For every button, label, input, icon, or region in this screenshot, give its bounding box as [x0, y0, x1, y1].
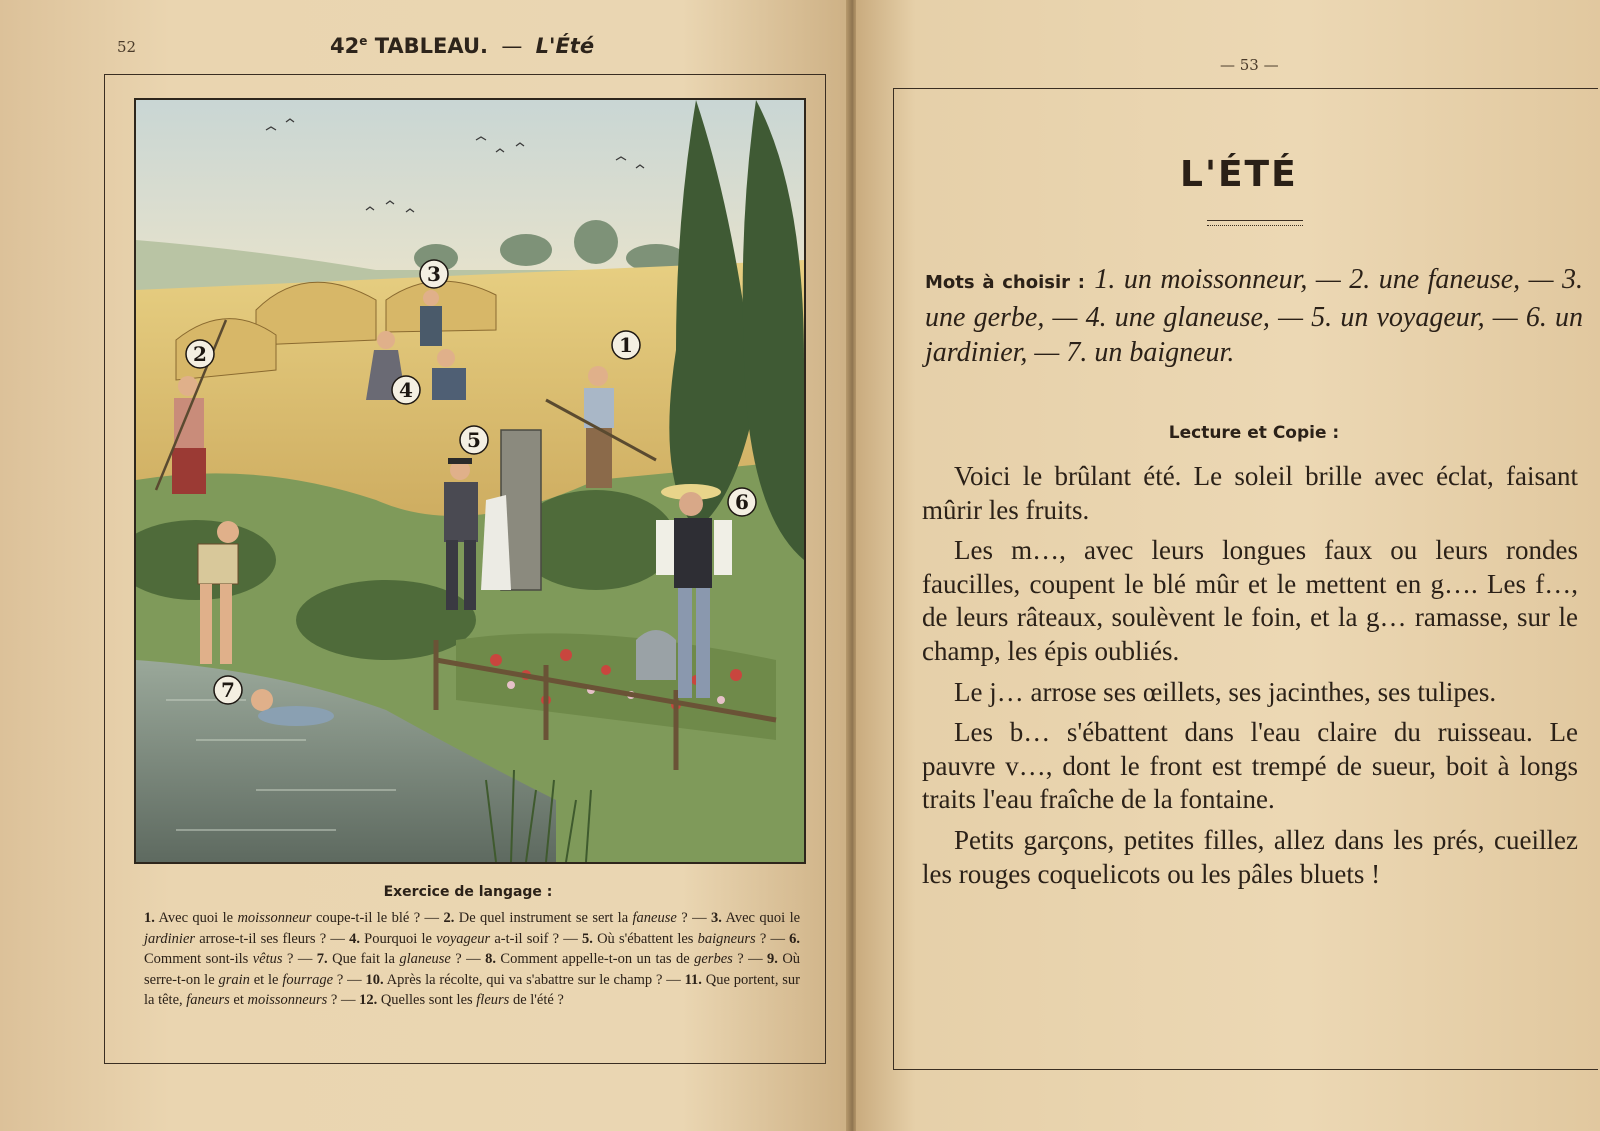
figure-harvesters	[420, 290, 442, 346]
paragraph-4: Les b… s'ébattent dans l'eau claire du ruisseau. Le pauvre v…, dont le front est trempé de sueur, boit à longs traits l'eau fraîche de la fontaine.	[922, 717, 1578, 815]
marker-3	[420, 260, 448, 288]
marker-2	[186, 340, 214, 368]
question-9: 9. Où serre-t-on le grain et le fourrage ? —	[144, 951, 801, 988]
reading-title: Lecture et Copie :	[1168, 423, 1340, 443]
question-3: 3. Avec quoi le jardinier arrose-t-il ses fleurs ? —	[144, 910, 801, 947]
tableau-number: 42	[330, 34, 360, 58]
question-2: 2. De quel instrument se sert la faneuse ? —	[443, 910, 707, 926]
exercise-questions	[144, 908, 800, 1011]
lesson-title: L'ÉTÉ	[1180, 154, 1298, 195]
words-to-choose-label: Mots à choisir :	[925, 272, 1085, 293]
question-4: 4. Pourquoi le voyageur a-t-il soif ? —	[349, 930, 578, 947]
running-head	[330, 34, 594, 58]
question-6: 6. Comment sont-ils vêtus ? —	[144, 930, 801, 967]
marker-6	[728, 488, 756, 516]
marker-1	[612, 331, 640, 359]
svg-text:2: 2	[193, 342, 207, 366]
illustration-svg	[136, 100, 804, 862]
tableau-label: TABLEAU.	[374, 34, 489, 58]
svg-text:1: 1	[619, 333, 633, 357]
paragraph-5: Petits garçons, petites filles, allez dans les prés, cueillez les rouges coquelicots ou les pâles bluets !	[922, 824, 1578, 889]
title-ornament-rule	[1207, 220, 1303, 226]
svg-text:5: 5	[467, 428, 481, 452]
running-head-subject: L'Été	[535, 34, 595, 58]
svg-text:7: 7	[221, 678, 235, 702]
summer-harvest-illustration	[134, 98, 806, 864]
svg-text:6: 6	[735, 490, 749, 514]
question-5: 5. Où s'ébattent les baigneurs ? —	[581, 930, 785, 947]
question-1: 1. Avec quoi le moissonneur coupe-t-il le blé ? —	[144, 910, 440, 926]
words-to-choose	[925, 262, 1583, 370]
svg-text:4: 4	[399, 378, 413, 402]
words-to-choose-list: 1. un moissonneur, — 2. une faneuse, — 3. une gerbe, — 4. une glaneuse, — 5. un voyageur, — 6. un jardinier, — 7. un baigneur.	[925, 264, 1584, 368]
question-11: 11. Que portent, sur la tête, faneurs et moissonneurs ? —	[144, 971, 800, 1008]
question-12: 12. Quelles sont les fleurs de l'été ?	[359, 992, 564, 1008]
svg-text:3: 3	[427, 262, 441, 286]
question-8: 8. Comment appelle-t-on un tas de gerbes ? —	[485, 951, 763, 967]
paragraph-2: Les m…, avec leurs longues faux ou leurs rondes faucilles, coupent le blé mûr et le mettent en g…. Les f…, de leurs râteaux, soulèvent le foin, et la g… ramasse, sur le champ, les épis oubliés.	[922, 535, 1578, 666]
question-10: 10. Après la récolte, qui va s'abattre sur le champ ? —	[365, 971, 681, 988]
exercise-title: Exercice de langage :	[383, 884, 553, 900]
paragraph-3: Le j… arrose ses œillets, ses jacinthes, ses tulipes.	[954, 676, 1497, 707]
paragraph-1: Voici le brûlant été. Le soleil brille avec éclat, faisant mûrir les fruits.	[922, 461, 1578, 525]
reading-text	[922, 460, 1578, 898]
marker-4	[392, 376, 420, 404]
page-number-right: — 53 —	[1220, 56, 1279, 74]
marker-5	[460, 426, 488, 454]
marker-7	[214, 676, 242, 704]
tableau-number-suffix: e	[359, 34, 368, 48]
question-7: 7. Que fait la glaneuse ? —	[316, 951, 481, 967]
running-head-dash: —	[501, 34, 523, 58]
page-number-left: 52	[117, 38, 137, 56]
